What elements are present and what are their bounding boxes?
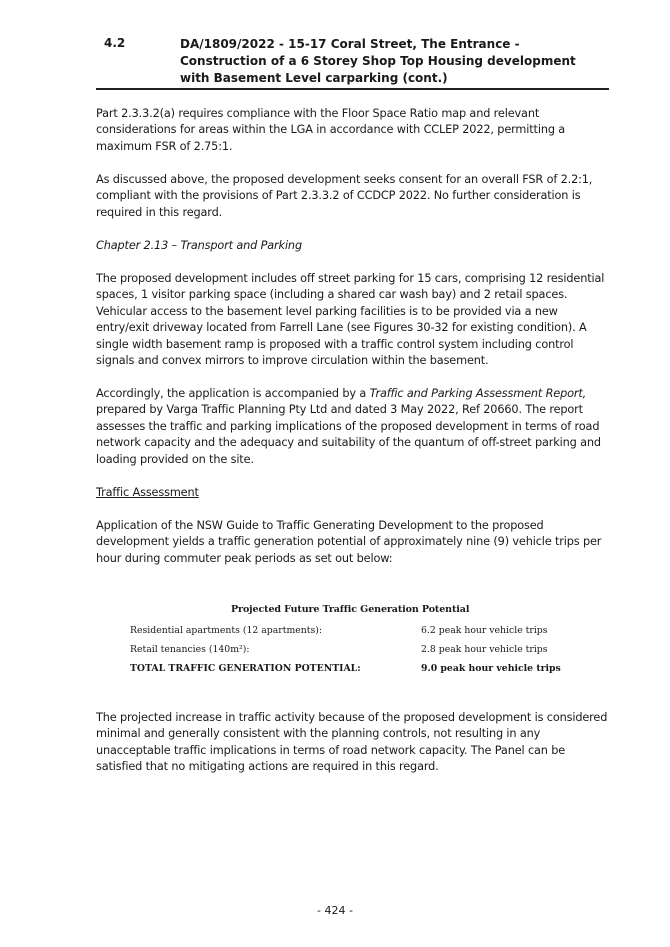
section-number: 4.2 bbox=[104, 36, 126, 50]
table-row-total bbox=[130, 663, 570, 677]
header-divider bbox=[96, 88, 609, 90]
row-value: 9.0 peak hour vehicle trips bbox=[421, 663, 561, 674]
chapter-heading: Chapter 2.13 – Transport and Parking bbox=[96, 239, 302, 252]
table-row bbox=[130, 644, 570, 658]
p4-lead: Accordingly, the application is accompanied by a bbox=[96, 387, 370, 400]
page-number: - 424 - bbox=[317, 904, 353, 917]
table-row bbox=[130, 625, 570, 639]
paragraph-fsr-requirement: Part 2.3.3.2(a) requires compliance with the Floor Space Ratio map and relevant considerations for areas within the LGA in accordance with CCLEP 2022, permitting a maximum FSR of 2.75:1. bbox=[96, 107, 566, 153]
row-value: 2.8 peak hour vehicle trips bbox=[421, 644, 548, 655]
row-label: Residential apartments (12 apartments): bbox=[130, 625, 323, 636]
traffic-assessment-heading: Traffic Assessment bbox=[96, 486, 199, 499]
row-value: 6.2 peak hour vehicle trips bbox=[421, 625, 548, 636]
section-title: DA/1809/2022 - 15-17 Coral Street, The Entrance - Construction of a 6 Storey Shop Top Housing development with Basement Level carparking (cont.) bbox=[180, 37, 576, 85]
p4-rest: prepared by Varga Traffic Planning Pty Ltd and dated 3 May 2022, Ref 20660. The report assesses the traffic and parking implications of the proposed development in terms of road network capacity and the adequacy and suitability of the quantum of off-street parking and loading provided on the site. bbox=[96, 403, 601, 466]
report-title: Traffic and Parking Assessment Report, bbox=[369, 387, 587, 400]
row-label: Retail tenancies (140m²): bbox=[130, 644, 250, 655]
paragraph-traffic-guide: Application of the NSW Guide to Traffic Generating Development to the proposed development yields a traffic generation potential of approximately nine (9) vehicle trips per hour during commuter peak periods as set out below: bbox=[96, 519, 602, 565]
paragraph-parking: The proposed development includes off street parking for 15 cars, comprising 12 residential spaces, 1 visitor parking space (including a shared car wash bay) and 2 retail spaces. Vehicular access to the basement level parking facilities is to be provided via a new entry/exit driveway located from Farrell Lane (see Figures 30-32 for existing condition). A single width basement ramp is proposed with a traffic control system including control signals and convex mirrors to improve circulation within the basement. bbox=[96, 272, 605, 368]
traffic-table-title: Projected Future Traffic Generation Potential bbox=[231, 604, 470, 615]
paragraph-conclusion: The projected increase in traffic activity because of the proposed development is considered minimal and generally consistent with the planning controls, not resulting in any unacceptable traffic implications in terms of road network capacity. The Panel can be satisfied that no mitigating actions are required in this regard. bbox=[96, 711, 608, 774]
row-label: TOTAL TRAFFIC GENERATION POTENTIAL: bbox=[130, 663, 361, 674]
paragraph-fsr-compliance: As discussed above, the proposed development seeks consent for an overall FSR of 2.2:1, compliant with the provisions of Part 2.3.3.2 of CCDCP 2022. No further consideration is required in this regard. bbox=[96, 173, 593, 219]
paragraph-traffic-report bbox=[96, 386, 611, 468]
